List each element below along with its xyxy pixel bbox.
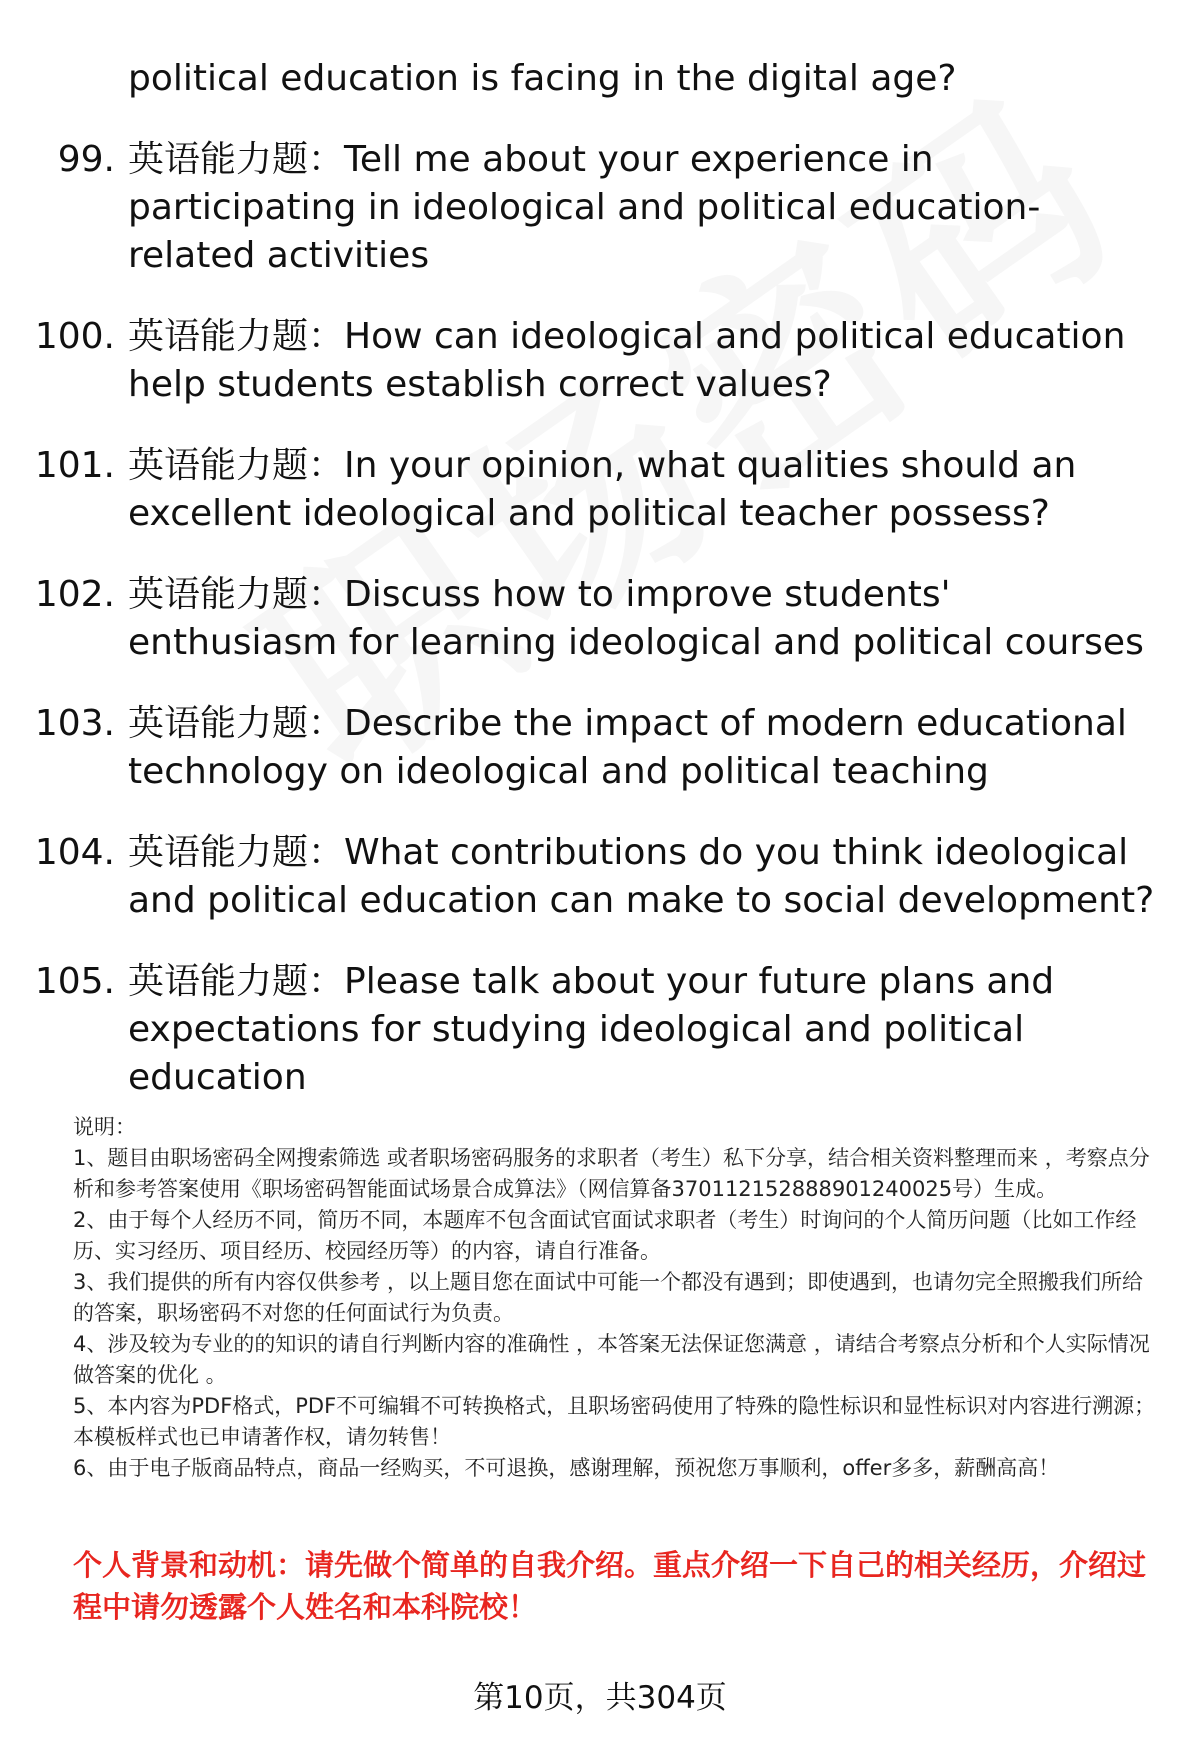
question-item bbox=[0, 958, 1200, 1102]
question-continuation: political education is facing in the digital age? bbox=[128, 58, 957, 99]
question-text: 英语能力题：In your opinion, what qualities should an excellent ideological and political teacher possess? bbox=[128, 445, 1077, 534]
question-text: 英语能力题：Please talk about your future plans and expectations for studying ideological and political education bbox=[128, 961, 1055, 1098]
question-item bbox=[0, 136, 1200, 280]
question-list bbox=[0, 55, 1200, 1102]
note-item: 4、涉及较为专业的的知识的请自行判断内容的准确性 ，本答案无法保证您满意 ，请结合考察点分析和个人实际情况做答案的优化 。 bbox=[73, 1332, 1150, 1387]
question-number: 104. bbox=[34, 832, 115, 873]
page-number: 第10页，共304页 bbox=[473, 1680, 727, 1716]
note-item: 1、题目由职场密码全网搜索筛选 或者职场密码服务的求职者（考生）私下分享，结合相关资料整理而来 ，考察点分析和参考答案使用《职场密码智能面试场景合成算法》（网信算备370112152888901240025号）生成。 bbox=[73, 1146, 1150, 1201]
notes-section bbox=[73, 1112, 1163, 1484]
question-number: 105. bbox=[34, 961, 115, 1002]
question-number: 100. bbox=[34, 316, 115, 357]
highlight-question: 个人背景和动机：请先做个简单的自我介绍。重点介绍一下自己的相关经历，介绍过程中请勿透露个人姓名和本科院校！ bbox=[73, 1548, 1147, 1624]
question-item bbox=[0, 313, 1200, 409]
question-item bbox=[0, 700, 1200, 796]
note-item: 5、本内容为PDF格式，PDF不可编辑不可转换格式，且职场密码使用了特殊的隐性标识和显性标识对内容进行溯源；本模板样式也已申请著作权，请勿转售！ bbox=[73, 1394, 1156, 1449]
question-item bbox=[0, 442, 1200, 538]
note-item: 6、由于电子版商品特点，商品一经购买，不可退换，感谢理解，预祝您万事顺利，offer多多，薪酬高高！ bbox=[73, 1456, 1060, 1480]
question-item bbox=[0, 829, 1200, 925]
notes-heading: 说明： bbox=[73, 1115, 136, 1139]
question-text: 英语能力题：How can ideological and political education help students establish correct values? bbox=[128, 316, 1126, 405]
question-number: 103. bbox=[34, 703, 115, 744]
page-footer bbox=[0, 1678, 1200, 1718]
question-text: 英语能力题：Tell me about your experience in participating in ideological and political education-related activities bbox=[128, 139, 1041, 276]
question-text: 英语能力题：What contributions do you think ideological and political education can make to social development? bbox=[128, 832, 1155, 921]
note-item: 3、我们提供的所有内容仅供参考 ，以上题目您在面试中可能一个都没有遇到；即使遇到，也请勿完全照搬我们所给的答案，职场密码不对您的任何面试行为负责。 bbox=[73, 1270, 1144, 1325]
question-number: 99. bbox=[57, 139, 115, 180]
question-text: 英语能力题：Discuss how to improve students' enthusiasm for learning ideological and political courses bbox=[128, 574, 1144, 663]
question-text: 英语能力题：Describe the impact of modern educational technology on ideological and political teaching bbox=[128, 703, 1127, 792]
question-item bbox=[0, 571, 1200, 667]
question-number: 102. bbox=[34, 574, 115, 615]
note-item: 2、由于每个人经历不同，简历不同，本题库不包含面试官面试求职者（考生）时询问的个人简历问题（比如工作经历、实习经历、项目经历、校园经历等）的内容，请自行准备。 bbox=[73, 1208, 1137, 1263]
question-number: 101. bbox=[34, 445, 115, 486]
